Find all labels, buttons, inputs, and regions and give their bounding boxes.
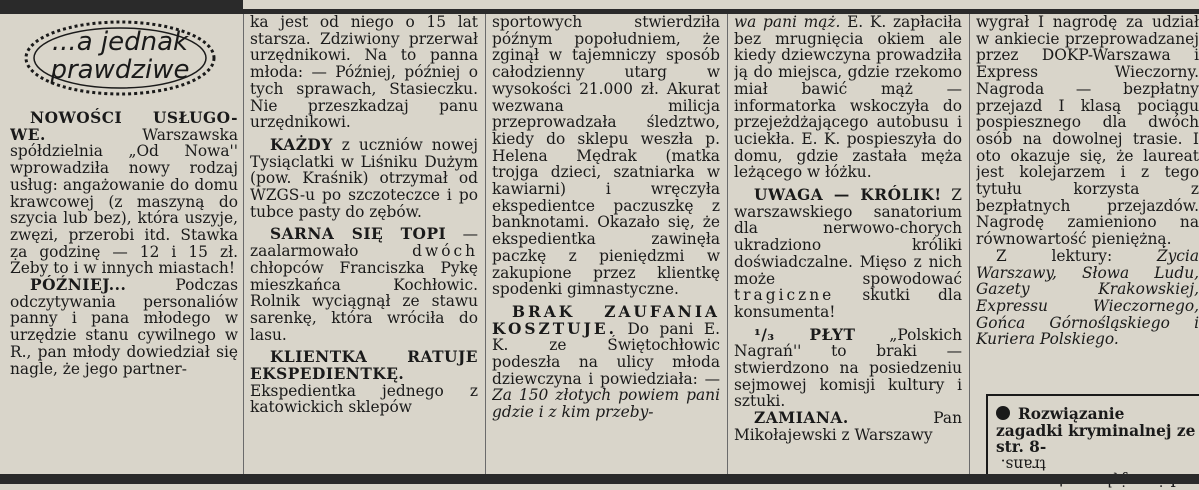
article-heading: BRAK ZAUFANIA KOSZTUJE.	[492, 302, 720, 338]
column-rule	[969, 14, 970, 474]
sources-lead: Z lektury:	[996, 246, 1157, 265]
column-3	[492, 14, 720, 474]
solution-title: Rozwiązanie zagadki kryminalnej ze str. 8-	[996, 405, 1196, 456]
article-body: E. K. zapłaciła bez mrugnięcia okiem ale kiedy dziewczyna prowadziła ją do miejsca, gdzie rzekomo miał bawić mąż — informatorka wskoczyła do przejeżdżającego autobusu i uciekła. E. K. pospieszyła do domu, gdzie zastała męża leżącego w łóżku.	[734, 14, 962, 182]
article-sarna	[250, 226, 478, 343]
article-zamiana	[734, 410, 962, 443]
article-kazdy	[250, 137, 478, 221]
article-body: skutki dla konsumenta!	[734, 286, 962, 321]
article-body: z uczniów nowej Tysiąclatki w Liśniku Dużym (pow. Kraśnik) otrzymał od WZGS-u po szczoteczce i po tubce pasty do zębów.	[250, 135, 478, 221]
top-border-gap	[243, 0, 1199, 9]
column-rule	[727, 14, 728, 474]
article-body: — zaalarmowało	[250, 225, 478, 261]
logo-line-2: prawdziwe	[50, 55, 190, 85]
article-heading: SARNA SIĘ TOPI	[270, 225, 447, 244]
article-body: Podczas odczytywania personaliów panny i pana młodego w urzędzie stanu cywilnego w R., pan młody dowiedział się nagle, że jego partner-	[10, 276, 238, 378]
article-body: Do pani E. K. ze Świętochłowic podeszła na ulicy młoda dziewczyna i powiedziała: —	[492, 319, 720, 388]
article-body: Ekspedientka jednego z katowickich sklepów	[250, 381, 478, 417]
article-heading: KAŻDY	[270, 135, 333, 154]
article-continuation	[492, 14, 720, 298]
bullet-icon	[996, 406, 1010, 420]
column-2	[250, 14, 478, 474]
article-body: ka jest od niego o 15 lat starsza. Zdziwiony przerwał urzędnikowi. Na to panna młoda: — Później, później o tych sprawach, Stasieczku. Nie przeszkadzaj panu urzędnikowi.	[250, 14, 478, 132]
article-body-italic: wa pani mąż.	[734, 14, 841, 31]
sources-note	[976, 248, 1199, 348]
solution-upside-down-line-1: trans.	[1000, 455, 1046, 473]
article-heading: PÓŹNIEJ...	[30, 276, 127, 295]
article-heading: KLIENTKA RATUJE EKSPEDIENTKĘ.	[250, 348, 478, 384]
logo-line-1: ...a jednak	[51, 27, 189, 57]
logo-text	[20, 28, 220, 84]
article-body-spaced: dwóch	[412, 242, 478, 261]
article-body: Pan Mikołajewski z Warszawy	[734, 409, 962, 444]
sources-list: Życia Warszawy, Słowa Ludu, Gazety Krakowskiej, Expressu Wieczornego, Gońca Górnośląskiego i Kuriera Polskiego.	[976, 246, 1199, 349]
article-body: Warszawska spółdzielnia „Od Nowa'' wprowadziła nowy rodzaj usług: angażowanie do domu krawcowej (z maszyną do szycia lub bez), która uszyje, zwęzi, przerobi itd. Stawka za godzinę — 12 i 15 zł. Żeby to i w innych miastach!	[10, 125, 238, 278]
column-1	[10, 14, 238, 474]
article-body: chłopców Franciszka Pykę mieszkańca Kochłowic. Rolnik wyciągnął ze stawu sarenkę, która wróciła do lasu.	[250, 258, 478, 344]
article-body: wygrał I nagrodę za udział w ankiecie przeprowadzanej przez DOKP-Warszawa i Express Wieczorny. Nagroda — bezpłatny przejazd I klasą pociągu pospiesznego dla dwóch osób na dowolnej trasie. I oto okazuje się, że laureat jest kolejarzem i z tego tytułu korzysta z bezpłatnych przejazdów. Nagrodę zamieniono na równowartość pieniężną.	[976, 14, 1199, 249]
article-body-spaced: tragiczne	[734, 286, 835, 305]
section-logo	[20, 16, 220, 100]
article-continuation	[734, 14, 962, 181]
article-heading: UWAGA — KRÓLIK!	[754, 186, 942, 205]
solution-box	[986, 394, 1199, 484]
article-body: sportowych stwierdziła późnym popołudniem, że zginął w tajemniczy sposób całodzienny utarg w wysokości 21.000 zł. Akurat wezwana milicja przeprowadzała śledztwo, kiedy do sklepu weszła p. Helena Mędrak (matka trojga dzieci, szatniarka w kawiarni) i wręczyła ekspedientce paczuszkę z banknotami. Okazało się, że ekspedientka zawinęła paczkę z pieniędzmi w zakupione przez klientkę spodenki gimnastyczne.	[492, 14, 720, 299]
article-body-italic: Za 150 złotych powiem pani gdzie i z kim przeby-	[492, 386, 720, 422]
article-heading: ¹/₃ PŁYT	[754, 325, 856, 344]
column-rule	[485, 14, 486, 474]
bottom-border	[0, 474, 1199, 484]
column-rule	[243, 14, 244, 474]
article-uwaga-krolik	[734, 187, 962, 321]
article-body: Z warszawskiego sanatorium dla nerwowo-chorych ukradziono króliki doświadczalne. Mięso z nich może spowodować	[734, 186, 962, 288]
article-brak-zaufania	[492, 304, 720, 421]
article-pozniej	[10, 277, 238, 377]
article-klientka	[250, 349, 478, 416]
article-continuation	[976, 14, 1199, 248]
column-4	[734, 14, 962, 474]
article-body: „Polskich Nagrań'' to braki — stwierdzono na posiedzeniu sejmowej komisji kultury i sztuki.	[734, 325, 962, 411]
article-heading: ZAMIANA.	[754, 409, 849, 428]
column-5	[976, 14, 1199, 384]
article-continuation	[250, 14, 478, 131]
article-plyt	[734, 327, 962, 411]
article-nowosci	[10, 110, 238, 277]
article-heading: NOWOŚCI USŁUGO-WE.	[10, 109, 238, 144]
